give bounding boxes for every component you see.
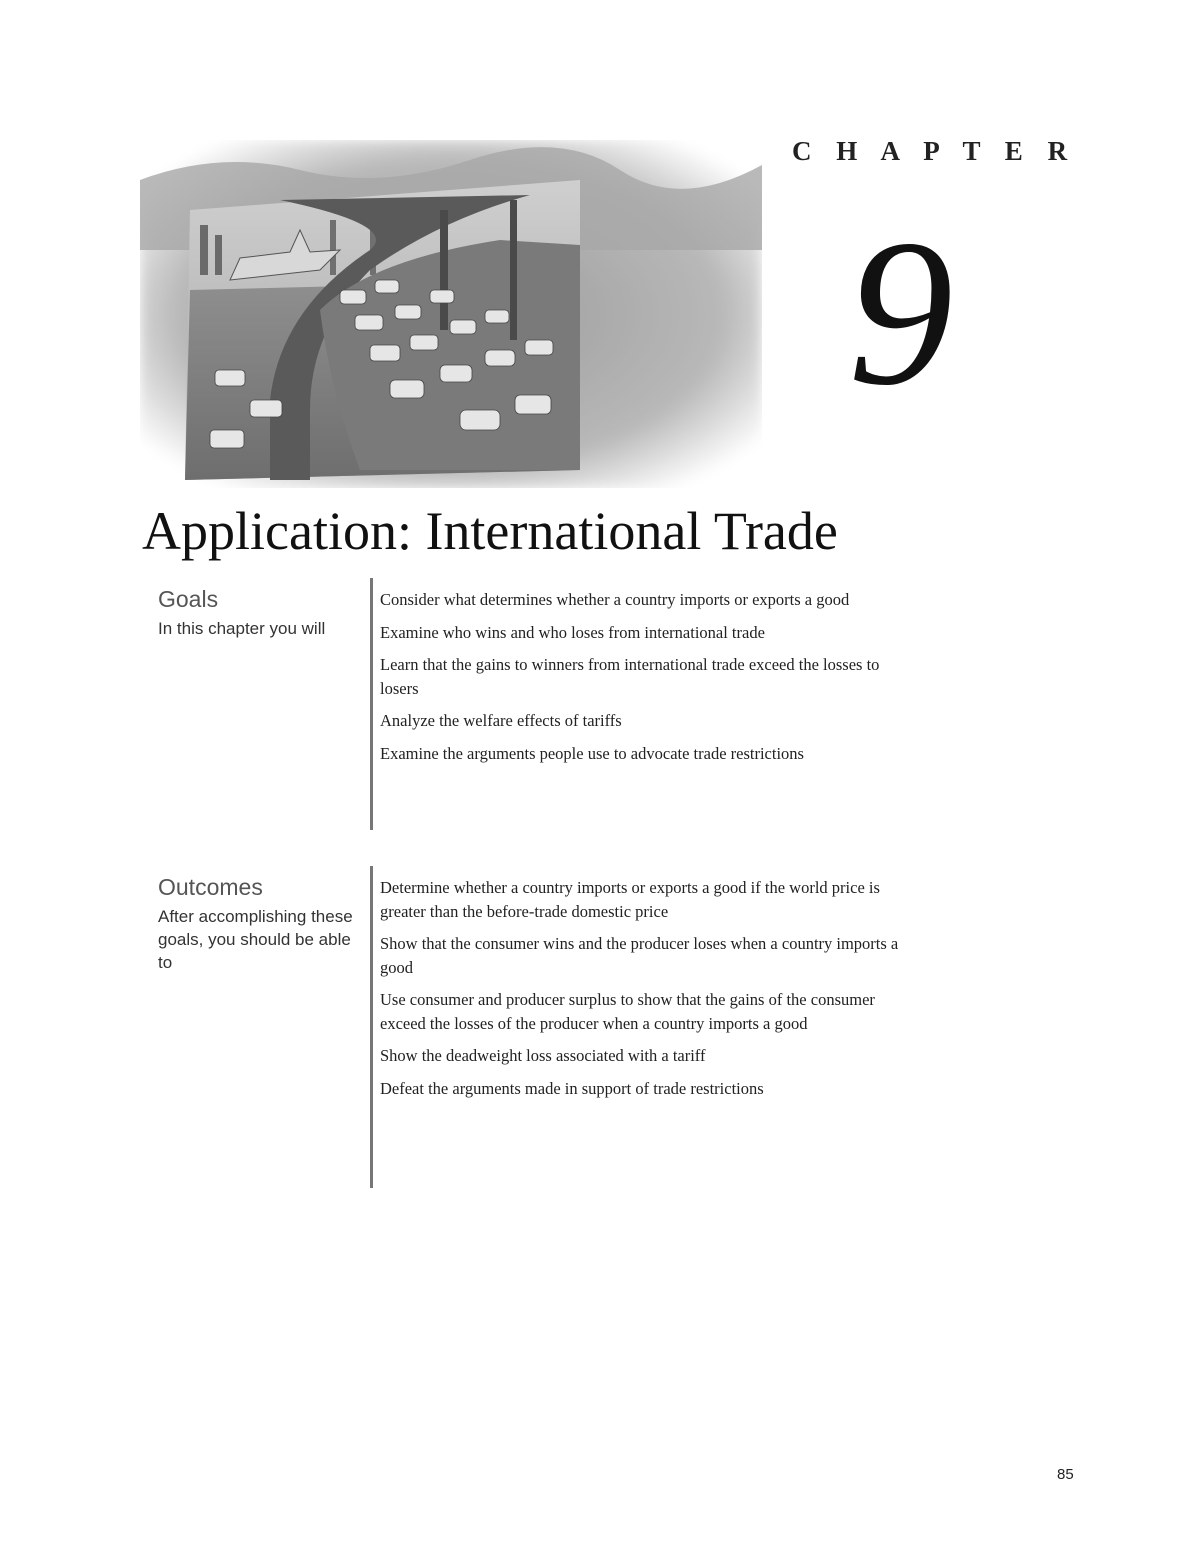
outcome-item: Show the deadweight loss associated with a tariff [380, 1046, 706, 1065]
chapter-title: Application: International Trade [142, 501, 838, 561]
goals-section [158, 578, 918, 830]
goal-item: Consider what determines whether a country imports or exports a good [380, 590, 850, 609]
page-number: 85 [1057, 1466, 1074, 1483]
goals-heading: Goals [158, 586, 219, 612]
goal-item: Examine who wins and who loses from international trade [380, 622, 765, 642]
outcome-item: Determine whether a country imports or exports a good if the world price is greater than the before-trade domestic price [380, 878, 880, 921]
outcome-item: Use consumer and producer surplus to show that the gains of the consumer exceed the losses of the producer when a country imports a good [380, 990, 875, 1033]
goals-list [380, 588, 900, 774]
goals-subheading: In this chapter you will [158, 619, 326, 638]
goals-intro [158, 586, 358, 640]
outcome-item: Show that the consumer wins and the producer loses when a country imports a good [380, 934, 899, 977]
outcomes-intro [158, 874, 358, 974]
chapter-illustration [140, 140, 762, 488]
outcomes-subheading: After accomplishing these goals, you should be able to [158, 907, 353, 972]
outcomes-list [380, 876, 900, 1109]
goal-item: Examine the arguments people use to advocate trade restrictions [380, 743, 804, 763]
chapter-label: C H A P T E R [792, 136, 1077, 166]
goal-item: Learn that the gains to winners from international trade exceed the losses to losers [380, 655, 880, 698]
outcomes-section [158, 866, 918, 1188]
goals-divider [370, 578, 373, 830]
outcome-item: Defeat the arguments made in support of trade restrictions [380, 1078, 764, 1098]
outcomes-heading: Outcomes [158, 874, 263, 900]
outcomes-divider [370, 866, 373, 1188]
chapter-number: 9 [848, 197, 953, 429]
painting-panel [185, 180, 580, 480]
goal-item: Analyze the welfare effects of tariffs [380, 711, 622, 730]
